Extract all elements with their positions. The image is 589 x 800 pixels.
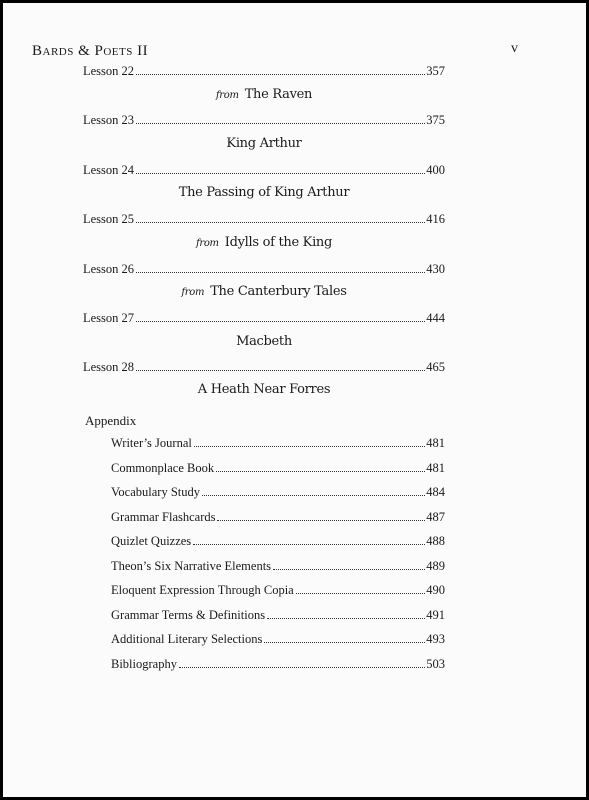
toc-entry-appendix[interactable] (111, 436, 445, 451)
lesson-subtitle (83, 284, 445, 299)
toc-entry-page: 416 (426, 212, 445, 226)
dot-leader (216, 470, 425, 472)
toc-entry-label: Grammar Terms & Definitions (111, 608, 266, 622)
dot-leader (136, 122, 425, 124)
toc-entry-appendix[interactable] (111, 608, 445, 623)
toc-entry-appendix[interactable] (111, 510, 445, 525)
appendix-heading: Appendix (85, 413, 137, 428)
toc-entry-lesson-24[interactable] (83, 163, 445, 178)
toc-entry-label: Lesson 24 (83, 163, 135, 177)
subtitle-text: A Heath Near Forres (197, 382, 331, 397)
lesson-subtitle (83, 235, 445, 250)
toc-entry-page: 430 (426, 262, 445, 276)
toc-entry-page: 357 (426, 64, 445, 78)
lesson-subtitle (83, 185, 445, 200)
toc-entry-appendix[interactable] (111, 534, 445, 549)
dot-leader (194, 445, 425, 447)
dot-leader (217, 519, 425, 521)
toc-entry-appendix[interactable] (111, 461, 445, 476)
toc-entry-page: 489 (426, 559, 445, 573)
toc-entry-page: 484 (426, 485, 445, 499)
subtitle-prefix: from (195, 238, 219, 249)
subtitle-text: King Arthur (226, 136, 302, 151)
toc-entry-appendix[interactable] (111, 559, 445, 574)
toc-entry-page: 444 (426, 311, 445, 325)
toc-entry-page: 375 (426, 113, 445, 127)
toc-entry-label: Theon’s Six Narrative Elements (111, 559, 272, 573)
dot-leader (136, 369, 425, 371)
running-head: Bards & Poets II (32, 43, 149, 59)
dot-leader (136, 320, 425, 322)
subtitle-text: The Canterbury Tales (210, 284, 347, 299)
toc-entry-lesson-23[interactable] (83, 113, 445, 128)
dot-leader (202, 494, 425, 496)
dot-leader (136, 172, 425, 174)
toc-entry-label: Commonplace Book (111, 461, 215, 475)
toc-entry-appendix[interactable] (111, 583, 445, 598)
toc-entry-page: 488 (426, 534, 445, 548)
toc-entry-label: Quizlet Quizzes (111, 534, 192, 548)
toc-entry-lesson-27[interactable] (83, 311, 445, 326)
toc-entry-label: Lesson 23 (83, 113, 135, 127)
toc-entry-lesson-26[interactable] (83, 262, 445, 277)
subtitle-text: The Raven (244, 87, 313, 102)
toc-entry-label: Additional Literary Selections (111, 632, 263, 646)
dot-leader (136, 271, 425, 273)
toc-entry-label: Eloquent Expression Through Copia (111, 583, 294, 597)
subtitle-text: The Passing of King Arthur (178, 185, 350, 200)
dot-leader (296, 592, 426, 594)
toc-entry-page: 493 (426, 632, 445, 646)
toc-entry-page: 487 (426, 510, 445, 524)
toc-entry-lesson-22[interactable] (83, 64, 445, 79)
subtitle-prefix: from (181, 287, 205, 298)
toc-entry-appendix[interactable] (111, 632, 445, 647)
toc-entry-label: Lesson 27 (83, 311, 135, 325)
toc-entry-label: Lesson 28 (83, 360, 135, 374)
toc-entry-page: 465 (426, 360, 445, 374)
toc-entry-page: 503 (426, 657, 445, 671)
dot-leader (273, 568, 425, 570)
subtitle-text: Macbeth (236, 334, 292, 349)
dot-leader (136, 221, 425, 223)
dot-leader (264, 641, 425, 643)
dot-leader (136, 73, 425, 75)
dot-leader (267, 617, 425, 619)
lesson-subtitle (83, 334, 445, 349)
toc-entry-page: 490 (426, 583, 445, 597)
toc-entry-label: Grammar Flashcards (111, 510, 216, 524)
toc-entry-appendix[interactable] (111, 657, 445, 672)
toc-entry-appendix[interactable] (111, 485, 445, 500)
toc-entry-label: Writer’s Journal (111, 436, 192, 450)
toc-entry-label: Lesson 26 (83, 262, 135, 276)
toc-entry-label: Lesson 25 (83, 212, 135, 226)
subtitle-prefix: from (215, 90, 239, 101)
toc-entry-page: 481 (426, 436, 445, 450)
dot-leader (179, 666, 425, 668)
page-number: v (511, 41, 518, 56)
lesson-subtitle (83, 87, 445, 102)
lesson-subtitle (83, 136, 445, 151)
toc-entry-page: 481 (426, 461, 445, 475)
lesson-subtitle (83, 382, 445, 397)
toc-entry-page: 491 (426, 608, 445, 622)
toc-entry-lesson-28[interactable] (83, 360, 445, 375)
toc-entry-label: Lesson 22 (83, 64, 135, 78)
subtitle-text: Idylls of the King (224, 235, 333, 250)
toc-entry-lesson-25[interactable] (83, 212, 445, 227)
toc-entry-label: Vocabulary Study (111, 485, 200, 499)
dot-leader (193, 543, 425, 545)
toc-entry-label: Bibliography (111, 657, 177, 671)
book-page (3, 3, 586, 797)
toc-entry-page: 400 (426, 163, 445, 177)
